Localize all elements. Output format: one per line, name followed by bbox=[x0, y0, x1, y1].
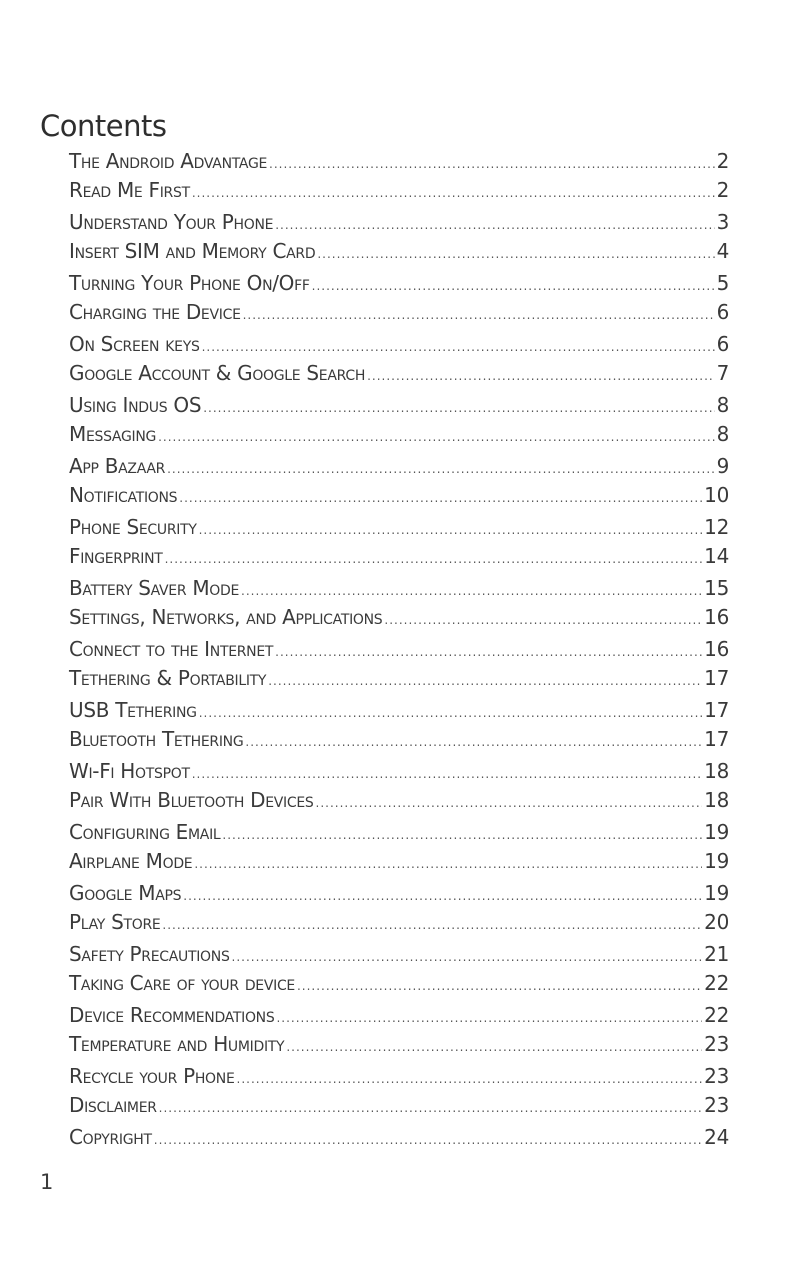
dot-leader bbox=[203, 394, 714, 423]
toc-entry-page-number: 20 bbox=[704, 910, 729, 934]
dot-leader bbox=[312, 272, 715, 301]
table-of-contents bbox=[69, 147, 729, 1152]
toc-entry-label: Recycle your Phone bbox=[69, 1064, 235, 1088]
toc-entry-page-number: 19 bbox=[704, 820, 729, 844]
toc-entry-page-number: 18 bbox=[704, 788, 729, 812]
toc-entry-label: Temperature and Humidity bbox=[69, 1032, 285, 1056]
toc-entry-page-number: 2 bbox=[716, 149, 729, 173]
dot-leader bbox=[275, 211, 714, 240]
toc-entry-page-number: 19 bbox=[704, 849, 729, 873]
toc-entry-page-number: 18 bbox=[704, 759, 729, 783]
toc-entry-label: Understand Your Phone bbox=[69, 210, 274, 234]
toc-entry-page-number: 24 bbox=[704, 1125, 729, 1149]
toc-entry-page-number: 6 bbox=[716, 300, 729, 324]
toc-entry[interactable] bbox=[69, 208, 729, 237]
dot-leader bbox=[202, 333, 715, 362]
toc-entry-label: Airplane Mode bbox=[69, 849, 193, 873]
toc-entry-label: Insert SIM and Memory Card bbox=[69, 239, 316, 263]
page-number: 1 bbox=[40, 1170, 54, 1194]
toc-entry-page-number: 23 bbox=[704, 1032, 729, 1056]
toc-entry[interactable] bbox=[69, 603, 729, 632]
page-title: Contents bbox=[40, 109, 167, 143]
toc-entry[interactable] bbox=[69, 481, 729, 510]
dot-leader bbox=[317, 240, 714, 269]
toc-entry[interactable] bbox=[69, 635, 729, 664]
dot-leader bbox=[192, 760, 702, 789]
dot-leader bbox=[269, 150, 715, 179]
dot-leader bbox=[286, 1033, 702, 1062]
dot-leader bbox=[192, 179, 715, 208]
toc-entry-page-number: 17 bbox=[704, 698, 729, 722]
toc-entry[interactable] bbox=[69, 237, 729, 266]
dot-leader bbox=[194, 850, 702, 879]
toc-entry-page-number: 17 bbox=[704, 727, 729, 751]
toc-entry[interactable] bbox=[69, 452, 729, 481]
toc-entry-page-number: 7 bbox=[716, 361, 729, 385]
toc-entry[interactable] bbox=[69, 359, 729, 388]
dot-leader bbox=[154, 1126, 702, 1155]
toc-entry[interactable] bbox=[69, 725, 729, 754]
dot-leader bbox=[183, 882, 702, 911]
toc-entry-page-number: 15 bbox=[704, 576, 729, 600]
toc-entry[interactable] bbox=[69, 574, 729, 603]
toc-entry[interactable] bbox=[69, 879, 729, 908]
toc-entry-page-number: 14 bbox=[704, 544, 729, 568]
toc-entry[interactable] bbox=[69, 1062, 729, 1091]
toc-entry[interactable] bbox=[69, 664, 729, 693]
toc-entry[interactable] bbox=[69, 757, 729, 786]
toc-entry-page-number: 4 bbox=[716, 239, 729, 263]
dot-leader bbox=[199, 699, 702, 728]
toc-entry[interactable] bbox=[69, 696, 729, 725]
toc-entry-page-number: 8 bbox=[716, 393, 729, 417]
toc-entry-label: Bluetooth Tethering bbox=[69, 727, 244, 751]
toc-entry-page-number: 21 bbox=[704, 942, 729, 966]
toc-entry-page-number: 16 bbox=[704, 605, 729, 629]
toc-entry-label: Disclaimer bbox=[69, 1093, 157, 1117]
dot-leader bbox=[275, 638, 702, 667]
dot-leader bbox=[158, 423, 714, 452]
dot-leader bbox=[367, 362, 714, 391]
dot-leader bbox=[241, 577, 702, 606]
dot-leader bbox=[276, 1004, 702, 1033]
dot-leader bbox=[245, 728, 702, 757]
toc-entry-label: Messaging bbox=[69, 422, 157, 446]
dot-leader bbox=[159, 1094, 702, 1123]
dot-leader bbox=[199, 516, 703, 545]
toc-entry-label: Battery Saver Mode bbox=[69, 576, 240, 600]
toc-entry-label: Settings, Networks, and Applications bbox=[69, 605, 383, 629]
toc-entry-page-number: 17 bbox=[704, 666, 729, 690]
toc-entry-label: Safety Precautions bbox=[69, 942, 230, 966]
toc-entry-page-number: 10 bbox=[704, 483, 729, 507]
toc-entry-label: Google Account & Google Search bbox=[69, 361, 366, 385]
toc-entry-page-number: 2 bbox=[716, 178, 729, 202]
toc-entry-label: Tethering & Portability bbox=[69, 666, 267, 690]
toc-entry-label: On Screen keys bbox=[69, 332, 200, 356]
toc-entry-label: Taking Care of your device bbox=[69, 971, 295, 995]
toc-entry-page-number: 9 bbox=[716, 454, 729, 478]
toc-entry[interactable] bbox=[69, 542, 729, 571]
toc-entry[interactable] bbox=[69, 940, 729, 969]
toc-entry-page-number: 23 bbox=[704, 1064, 729, 1088]
toc-entry-page-number: 16 bbox=[704, 637, 729, 661]
dot-leader bbox=[162, 911, 702, 940]
toc-entry-label: Read Me First bbox=[69, 178, 190, 202]
toc-entry-page-number: 5 bbox=[716, 271, 729, 295]
toc-entry-page-number: 23 bbox=[704, 1093, 729, 1117]
dot-leader bbox=[232, 943, 703, 972]
dot-leader bbox=[165, 545, 703, 574]
toc-entry-label: App Bazaar bbox=[69, 454, 166, 478]
toc-entry-label: Device Recommendations bbox=[69, 1003, 275, 1027]
toc-entry-page-number: 19 bbox=[704, 881, 729, 905]
dot-leader bbox=[268, 667, 702, 696]
toc-entry-label: Fingerprint bbox=[69, 544, 163, 568]
dot-leader bbox=[222, 821, 702, 850]
toc-entry-label: Wi-Fi Hotspot bbox=[69, 759, 190, 783]
toc-entry[interactable] bbox=[69, 176, 729, 205]
toc-entry-page-number: 12 bbox=[704, 515, 729, 539]
toc-entry-label: Pair With Bluetooth Devices bbox=[69, 788, 314, 812]
toc-entry[interactable] bbox=[69, 147, 729, 176]
toc-entry[interactable] bbox=[69, 298, 729, 327]
toc-entry-label: Copyright bbox=[69, 1125, 152, 1149]
toc-entry-label: Notifications bbox=[69, 483, 178, 507]
dot-leader bbox=[316, 789, 703, 818]
toc-entry-label: The Android Advantage bbox=[69, 149, 268, 173]
toc-entry[interactable] bbox=[69, 391, 729, 420]
toc-entry-label: Play Store bbox=[69, 910, 161, 934]
toc-entry-label: USB Tethering bbox=[69, 698, 197, 722]
toc-entry-label: Phone Security bbox=[69, 515, 197, 539]
toc-entry-label: Configuring Email bbox=[69, 820, 221, 844]
toc-entry-label: Connect to the Internet bbox=[69, 637, 274, 661]
dot-leader bbox=[167, 455, 714, 484]
toc-entry[interactable] bbox=[69, 908, 729, 937]
toc-entry-page-number: 6 bbox=[716, 332, 729, 356]
toc-entry-label: Google Maps bbox=[69, 881, 182, 905]
toc-entry-label: Using Indus OS bbox=[69, 393, 202, 417]
toc-entry-page-number: 8 bbox=[716, 422, 729, 446]
toc-entry-label: Charging the Device bbox=[69, 300, 241, 324]
dot-leader bbox=[179, 484, 702, 513]
toc-entry[interactable] bbox=[69, 1091, 729, 1120]
toc-entry-label: Turning Your Phone On/Off bbox=[69, 271, 310, 295]
dot-leader bbox=[297, 972, 702, 1001]
toc-entry[interactable] bbox=[69, 420, 729, 449]
dot-leader bbox=[243, 301, 715, 330]
toc-entry[interactable] bbox=[69, 330, 729, 359]
toc-entry[interactable] bbox=[69, 818, 729, 847]
toc-entry-page-number: 22 bbox=[704, 1003, 729, 1027]
toc-entry[interactable] bbox=[69, 847, 729, 876]
toc-entry[interactable] bbox=[69, 1123, 729, 1152]
toc-entry-page-number: 3 bbox=[716, 210, 729, 234]
toc-entry-page-number: 22 bbox=[704, 971, 729, 995]
dot-leader bbox=[384, 606, 702, 635]
toc-entry[interactable] bbox=[69, 513, 729, 542]
toc-entry[interactable] bbox=[69, 969, 729, 998]
toc-entry[interactable] bbox=[69, 1030, 729, 1059]
toc-entry[interactable] bbox=[69, 269, 729, 298]
toc-entry[interactable] bbox=[69, 786, 729, 815]
dot-leader bbox=[237, 1065, 703, 1094]
toc-entry[interactable] bbox=[69, 1001, 729, 1030]
